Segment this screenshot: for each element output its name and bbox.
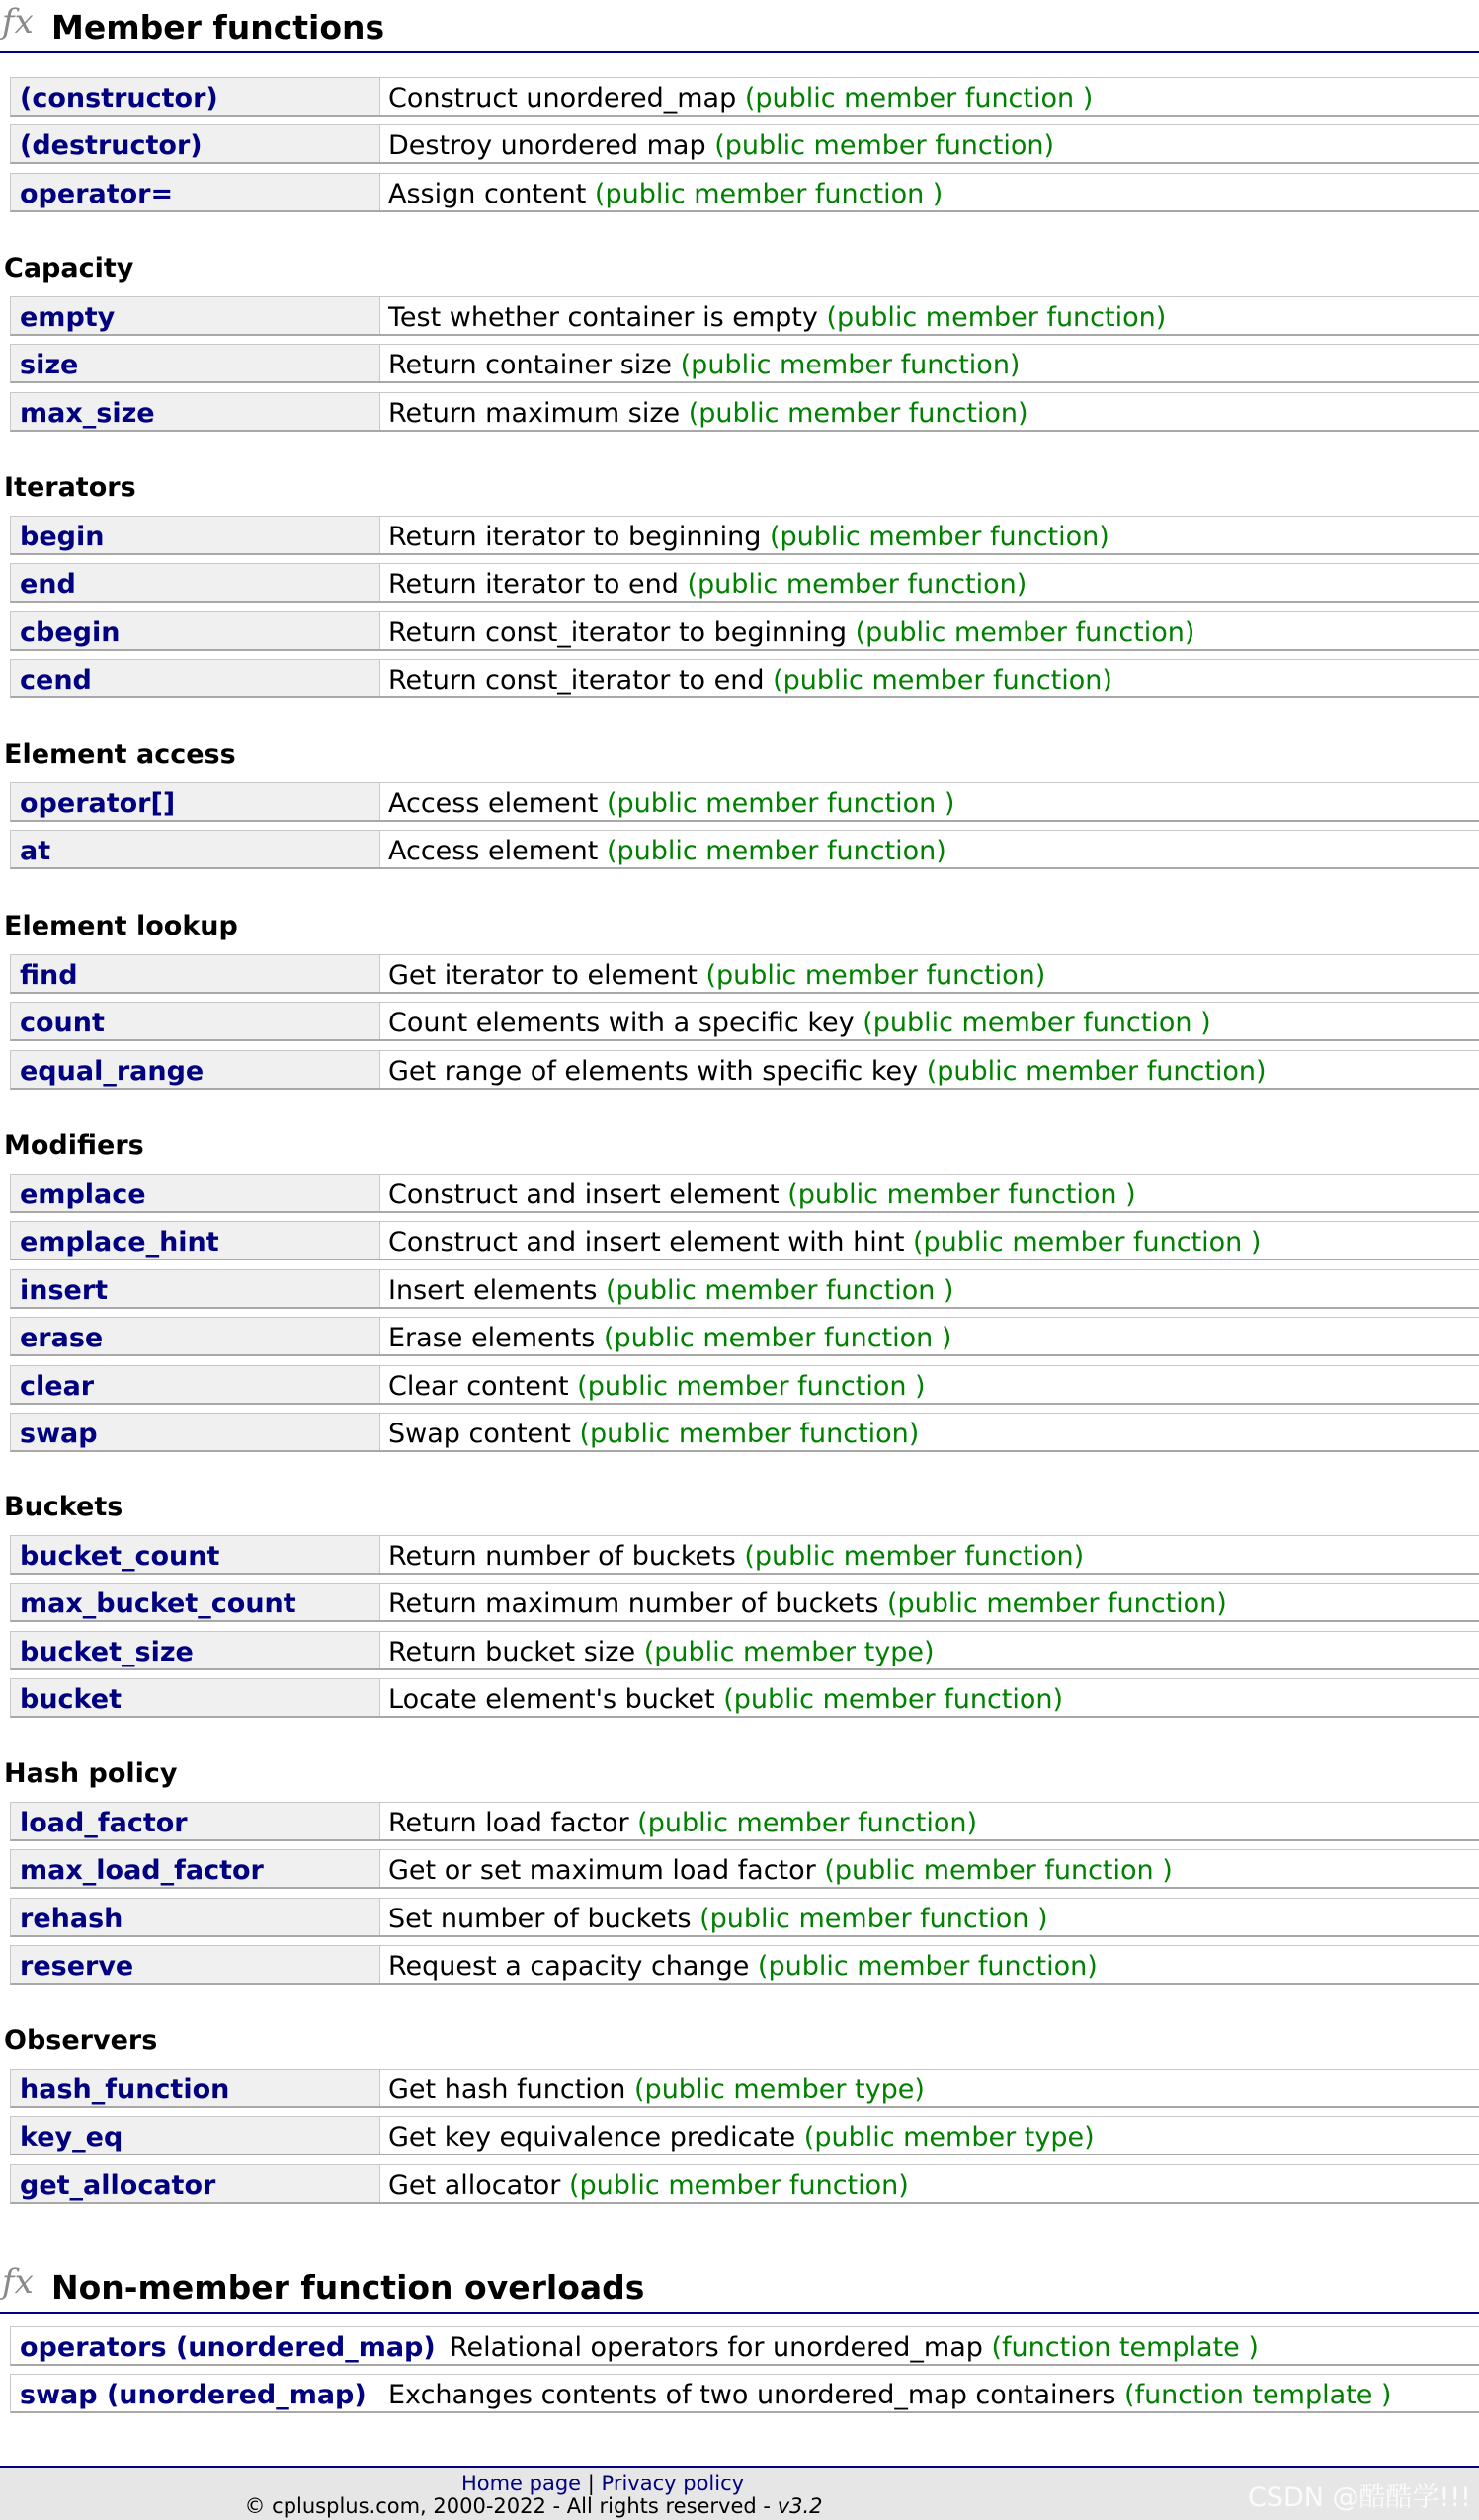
table-row xyxy=(10,1678,1479,1718)
function-name-cell xyxy=(11,1632,380,1668)
function-link[interactable]: end xyxy=(20,569,76,600)
category-title: Element lookup xyxy=(4,911,238,941)
function-kind: (public member function) xyxy=(680,350,1021,380)
table-row xyxy=(10,124,1479,164)
function-description: Request a capacity change (public member function) xyxy=(388,1951,1098,1982)
function-name-cell xyxy=(11,1366,380,1403)
category-title: Iterators xyxy=(4,472,136,503)
function-name-cell xyxy=(11,1003,380,1039)
function-kind: (public member function ) xyxy=(606,1275,954,1306)
category-title: Element access xyxy=(4,739,236,770)
table-row xyxy=(10,1583,1479,1622)
function-description: Construct and insert element with hint (public member function ) xyxy=(388,1227,1262,1258)
function-link[interactable]: bucket_count xyxy=(20,1541,220,1572)
function-link[interactable]: operator[] xyxy=(20,788,176,819)
function-kind: (public member function) xyxy=(773,665,1112,695)
function-kind: (public member function) xyxy=(637,1808,977,1838)
function-link[interactable]: operators (unordered_map) xyxy=(20,2332,436,2363)
function-kind: (public member function ) xyxy=(699,1904,1048,1934)
function-kind: (public member function) xyxy=(579,1419,920,1449)
function-kind: (public member function ) xyxy=(606,788,955,819)
category-title: Hash policy xyxy=(4,1758,178,1789)
table-row xyxy=(10,1945,1479,1985)
function-description: Return number of buckets (public member function) xyxy=(388,1541,1085,1572)
fx-function-icon: fx xyxy=(2,2262,34,2302)
function-kind: (public member function) xyxy=(744,1541,1085,1572)
function-link[interactable]: (constructor) xyxy=(20,83,218,114)
function-description: Construct and insert element (public member function ) xyxy=(388,1179,1136,1210)
function-description: Return iterator to beginning (public member function) xyxy=(388,522,1109,552)
function-name-cell xyxy=(11,1051,380,1088)
function-kind: (public member function) xyxy=(887,1588,1227,1619)
footer-links xyxy=(0,2472,1205,2495)
function-name-cell xyxy=(11,1850,380,1887)
function-description: Access element (public member function) xyxy=(388,836,946,866)
function-description: Construct unordered_map (public member function ) xyxy=(388,83,1094,114)
function-description: Relational operators for unordered_map (function template ) xyxy=(450,2332,1259,2363)
function-kind: (public member function ) xyxy=(863,1008,1211,1038)
category-title: Buckets xyxy=(4,1492,123,1522)
function-name-cell xyxy=(11,174,380,210)
function-name-cell xyxy=(11,1414,380,1450)
function-link[interactable]: insert xyxy=(20,1275,109,1306)
function-link[interactable]: get_allocator xyxy=(20,2170,216,2201)
function-name-cell xyxy=(11,564,380,601)
function-kind: (public member function) xyxy=(705,960,1046,991)
table-row xyxy=(10,2374,1479,2413)
function-link[interactable]: max_size xyxy=(20,398,155,429)
function-kind: (public member type) xyxy=(803,2122,1095,2153)
table-row xyxy=(10,954,1479,994)
function-description: Insert elements (public member function ) xyxy=(388,1275,954,1306)
table-row xyxy=(10,2069,1479,2108)
table-row xyxy=(10,611,1479,651)
function-link[interactable]: rehash xyxy=(20,1904,123,1934)
function-kind: (public member function ) xyxy=(577,1371,926,1402)
function-link[interactable]: erase xyxy=(20,1323,104,1353)
table-row xyxy=(10,830,1479,869)
function-description: Get allocator (public member function) xyxy=(388,2170,909,2201)
function-name-cell xyxy=(11,345,380,381)
function-description: Get or set maximum load factor (public member function ) xyxy=(388,1855,1173,1886)
function-description: Return iterator to end (public member function) xyxy=(388,569,1027,600)
table-row xyxy=(10,1269,1479,1309)
function-name-cell xyxy=(11,393,380,430)
function-link[interactable]: reserve xyxy=(20,1951,134,1982)
function-link[interactable]: cend xyxy=(20,665,92,695)
function-description: Get hash function (public member type) xyxy=(388,2074,925,2105)
function-description: Return container size (public member function) xyxy=(388,350,1021,380)
function-kind: (public member type) xyxy=(643,1637,935,1667)
table-row xyxy=(10,344,1479,383)
table-row xyxy=(10,2326,1479,2366)
table-row xyxy=(10,1174,1479,1213)
function-kind: (public member function) xyxy=(757,1951,1098,1982)
page-footer xyxy=(0,2466,1479,2520)
function-name-cell xyxy=(11,2165,380,2202)
function-kind: (public member function) xyxy=(568,2170,909,2201)
function-description: Return const_iterator to end (public member function) xyxy=(388,665,1112,695)
table-row xyxy=(10,392,1479,432)
function-description: Set number of buckets (public member function ) xyxy=(388,1904,1048,1934)
function-description: Locate element's bucket (public member function) xyxy=(388,1684,1064,1715)
function-link[interactable]: equal_range xyxy=(20,1056,205,1087)
function-name-cell xyxy=(11,2117,380,2154)
function-name-cell xyxy=(11,1222,380,1259)
function-name-cell xyxy=(11,612,380,649)
table-row xyxy=(10,516,1479,555)
function-name-cell xyxy=(11,1946,380,1983)
function-description: Access element (public member function ) xyxy=(388,788,955,819)
function-name-cell xyxy=(11,831,380,867)
function-link[interactable]: bucket xyxy=(20,1684,123,1715)
function-name-cell xyxy=(11,1175,380,1211)
function-kind: (public member type) xyxy=(634,2074,925,2105)
table-row xyxy=(10,1898,1479,1937)
copyright-notice: © cplusplus.com, 2000-2022 - All rights reserved - v3.2 xyxy=(244,2494,823,2518)
function-kind: (function template ) xyxy=(991,2332,1259,2363)
csdn-watermark: CSDN @酷酷学!!! xyxy=(1247,2482,1471,2513)
function-link[interactable]: bucket_size xyxy=(20,1637,194,1667)
function-name-cell xyxy=(11,125,380,162)
function-name-cell xyxy=(11,660,380,696)
function-link[interactable]: empty xyxy=(20,302,116,333)
function-link[interactable]: size xyxy=(20,350,79,380)
function-link[interactable]: cbegin xyxy=(20,617,121,648)
footer-separator: | xyxy=(587,2472,595,2495)
function-description: Get key equivalence predicate (public member type) xyxy=(388,2122,1095,2153)
function-kind: (public member function) xyxy=(826,302,1167,333)
function-kind: (public member function) xyxy=(723,1684,1064,1715)
function-name-cell xyxy=(11,1270,380,1307)
function-link[interactable]: key_eq xyxy=(20,2122,123,2153)
table-row xyxy=(10,1317,1479,1356)
function-link[interactable]: emplace xyxy=(20,1179,146,1210)
function-link[interactable]: (destructor) xyxy=(20,130,203,161)
function-link[interactable]: operator= xyxy=(20,179,174,209)
function-name-cell xyxy=(11,955,380,992)
function-description: Return load factor (public member function) xyxy=(388,1808,977,1838)
category-title: Capacity xyxy=(4,253,134,284)
function-name-cell xyxy=(11,1318,380,1354)
table-row xyxy=(10,2116,1479,2155)
table-row xyxy=(10,1365,1479,1405)
table-row xyxy=(10,1631,1479,1670)
category-title: Observers xyxy=(4,2025,158,2056)
table-row xyxy=(10,173,1479,212)
function-description: Test whether container is empty (public member function) xyxy=(388,302,1167,333)
function-kind: (public member function) xyxy=(926,1056,1267,1087)
section-title: Non-member function overloads xyxy=(51,2268,645,2307)
version-label: v3.2 xyxy=(777,2494,823,2518)
table-row xyxy=(10,1050,1479,1090)
function-kind: (public member function) xyxy=(769,522,1109,552)
function-description: Erase elements (public member function ) xyxy=(388,1323,952,1353)
function-name-cell xyxy=(11,1584,380,1620)
category-title: Modifiers xyxy=(4,1130,144,1161)
function-description: Return maximum size (public member function) xyxy=(388,398,1028,429)
function-link[interactable]: load_factor xyxy=(20,1808,188,1838)
function-kind: (public member function ) xyxy=(824,1855,1173,1886)
function-description: Count elements with a specific key (public member function ) xyxy=(388,1008,1211,1038)
function-kind: (public member function ) xyxy=(594,179,944,209)
function-description: Return bucket size (public member type) xyxy=(388,1637,935,1667)
table-row xyxy=(10,659,1479,698)
table-row xyxy=(10,1413,1479,1452)
function-link[interactable]: find xyxy=(20,960,78,991)
table-row xyxy=(10,77,1479,117)
function-name-cell xyxy=(11,2070,380,2106)
function-name-cell xyxy=(11,297,380,334)
table-row xyxy=(10,1221,1479,1260)
function-description: Clear content (public member function ) xyxy=(388,1371,926,1402)
table-row xyxy=(10,1802,1479,1841)
function-link[interactable]: swap (unordered_map) xyxy=(20,2380,367,2410)
nonmember-functions-header xyxy=(0,2260,1479,2314)
function-description: Exchanges contents of two unordered_map containers (function template ) xyxy=(388,2380,1392,2410)
function-description: Return maximum number of buckets (public member function) xyxy=(388,1588,1227,1619)
function-kind: (public member function ) xyxy=(603,1323,952,1353)
table-row xyxy=(10,2164,1479,2204)
function-name-cell xyxy=(11,1536,380,1573)
function-name-cell xyxy=(11,78,380,115)
table-row xyxy=(10,782,1479,822)
privacy-policy-link[interactable]: Privacy policy xyxy=(601,2472,745,2495)
home-page-link[interactable]: Home page xyxy=(460,2472,582,2495)
function-kind: (public member function) xyxy=(714,130,1055,161)
function-name-cell xyxy=(11,783,380,820)
table-row xyxy=(10,1535,1479,1575)
fx-function-icon: fx xyxy=(2,2,34,41)
function-description: Get iterator to element (public member function) xyxy=(388,960,1046,991)
function-kind: (public member function) xyxy=(687,569,1027,600)
function-link[interactable]: emplace_hint xyxy=(20,1227,219,1258)
table-row xyxy=(10,563,1479,603)
function-description: Destroy unordered map (public member function) xyxy=(388,130,1055,161)
function-name-cell xyxy=(11,1899,380,1935)
function-kind: (function template ) xyxy=(1124,2380,1392,2410)
function-kind: (public member function) xyxy=(855,617,1195,648)
function-link[interactable]: count xyxy=(20,1008,105,1038)
function-link[interactable]: clear xyxy=(20,1371,95,1402)
function-kind: (public member function ) xyxy=(787,1179,1136,1210)
function-link[interactable]: swap xyxy=(20,1419,98,1449)
function-kind: (public member function ) xyxy=(744,83,1094,114)
function-name-cell xyxy=(11,517,380,553)
function-description: Get range of elements with specific key (public member function) xyxy=(388,1056,1267,1087)
function-description: Return const_iterator to beginning (public member function) xyxy=(388,617,1195,648)
function-link[interactable]: begin xyxy=(20,522,105,552)
function-kind: (public member function) xyxy=(688,398,1028,429)
function-name-cell xyxy=(11,1679,380,1716)
function-link[interactable]: max_load_factor xyxy=(20,1855,264,1886)
function-description: Swap content (public member function) xyxy=(388,1419,920,1449)
function-name-cell xyxy=(11,1803,380,1839)
table-row xyxy=(10,296,1479,336)
section-title: Member functions xyxy=(51,8,385,46)
function-link[interactable]: max_bucket_count xyxy=(20,1588,296,1619)
table-row xyxy=(10,1002,1479,1041)
function-kind: (public member function) xyxy=(606,836,946,866)
function-description: Assign content (public member function ) xyxy=(388,179,944,209)
function-link[interactable]: at xyxy=(20,836,51,866)
function-kind: (public member function ) xyxy=(913,1227,1262,1258)
table-row xyxy=(10,1849,1479,1889)
function-link[interactable]: hash_function xyxy=(20,2074,230,2105)
member-functions-header xyxy=(0,0,1479,53)
